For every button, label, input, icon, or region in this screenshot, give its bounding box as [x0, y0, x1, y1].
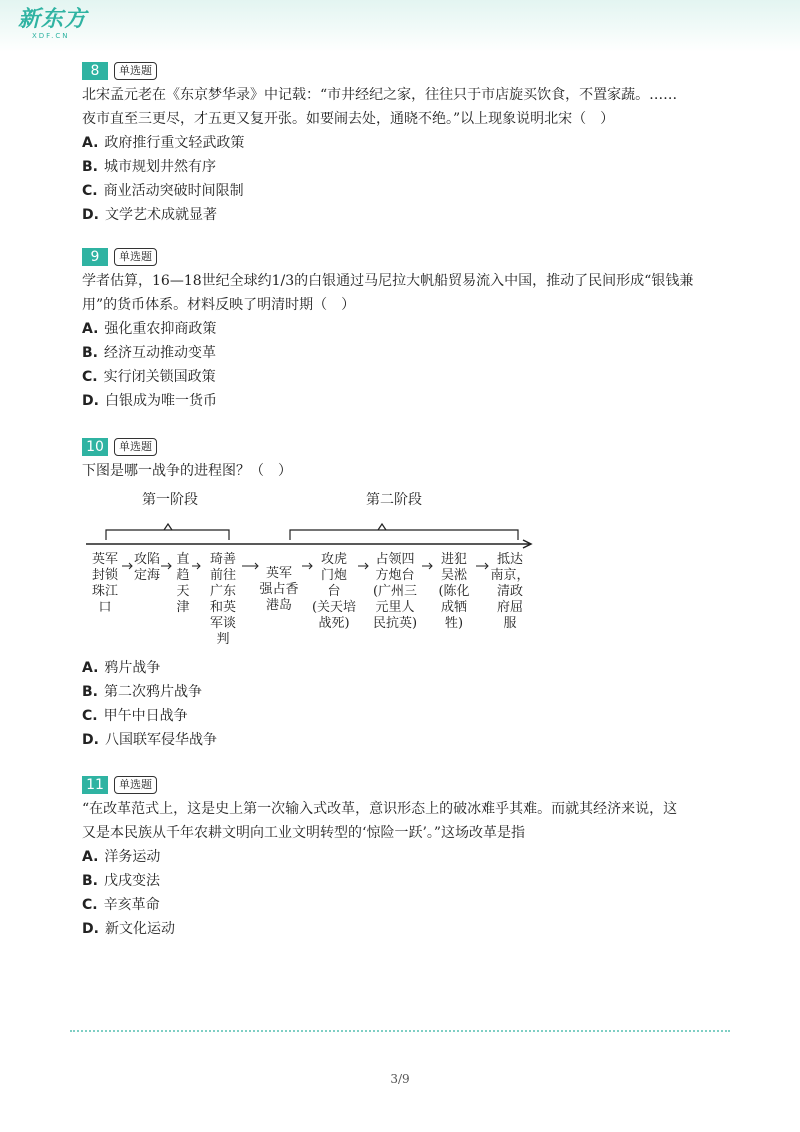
option-d[interactable]: D. 八国联军侵华战争 — [82, 732, 217, 748]
stage-2-label: 第二阶段 — [366, 492, 422, 508]
event-9: 抵达 南京， 清政 府屈 服 — [490, 552, 530, 631]
stem-line: “在改革范式上，这是史上第一次输入式改革，意识形态上的破冰难乎其难。而就其经济来说，这 — [82, 801, 678, 817]
brand-name: 新东方 — [18, 7, 88, 32]
event-3: 直 趋 天 津 — [176, 552, 190, 615]
page-number: 3/9 — [390, 1072, 410, 1086]
stem-line: 用”的货币体系。材料反映了明清时期（ ） — [82, 297, 356, 313]
footer-divider — [70, 1030, 730, 1032]
event-1: 英军 封锁 珠江 口 — [91, 552, 118, 615]
event-8: 进犯 吴淞 (陈化 成牺 牲) — [438, 552, 470, 631]
option-c[interactable]: C. 实行闭关锁国政策 — [82, 369, 216, 385]
question-stem — [82, 269, 702, 317]
question-number: 8 — [82, 62, 108, 80]
question-number: 11 — [82, 776, 108, 794]
option-d[interactable]: D. 新文化运动 — [82, 921, 175, 937]
question-type-badge: 单选题 — [114, 438, 157, 456]
stage-1-label: 第一阶段 — [142, 492, 198, 508]
stem-line: 北宋孟元老在《东京梦华录》中记载：“市井经纪之家，往往只于市店旋买饮食，不置家蔬。…… — [82, 87, 678, 103]
question-number: 10 — [82, 438, 108, 456]
stem-line: 夜市直至三更尽，才五更又复开张。如要闹去处，通晓不绝。”以上现象说明北宋（ ） — [82, 111, 615, 127]
event-5: 英军 强占香 港岛 — [259, 566, 299, 613]
question-type-badge: 单选题 — [114, 62, 157, 80]
option-d[interactable]: D. 白银成为唯一货币 — [82, 393, 217, 409]
question-type-badge: 单选题 — [114, 248, 157, 266]
event-6: 攻虎 门炮 台 (关天培 战死) — [311, 552, 357, 631]
option-a[interactable]: A. 鸦片战争 — [82, 660, 161, 676]
question-10 — [82, 436, 702, 483]
question-stem — [82, 459, 702, 483]
event-7: 占领四 方炮台 (广州三 元里人 民抗英) — [372, 552, 418, 631]
question-stem — [82, 83, 702, 131]
header-band — [0, 0, 800, 52]
question-type-badge: 单选题 — [114, 776, 157, 794]
stem-line: 又是本民族从千年农耕文明向工业文明转型的‘惊险一跃’。”这场改革是指 — [82, 825, 526, 841]
option-b[interactable]: B. 城市规划井然有序 — [82, 159, 216, 175]
option-b[interactable]: B. 戊戌变法 — [82, 873, 160, 889]
question-10-options — [82, 656, 702, 752]
question-8 — [82, 60, 702, 227]
option-b[interactable]: B. 第二次鸦片战争 — [82, 684, 202, 700]
option-c[interactable]: C. 商业活动突破时间限制 — [82, 183, 244, 199]
event-2: 攻陷 定海 — [133, 552, 160, 583]
option-d[interactable]: D. 文学艺术成就显著 — [82, 207, 217, 223]
question-stem — [82, 797, 702, 845]
question-number: 9 — [82, 248, 108, 266]
event-4: 琦善 前往 广东 和英 军谈 判 — [209, 552, 236, 647]
option-a[interactable]: A. 强化重农抑商政策 — [82, 321, 217, 337]
option-b[interactable]: B. 经济互动推动变革 — [82, 345, 216, 361]
question-9 — [82, 246, 702, 413]
question-11 — [82, 774, 702, 941]
brand-logo — [18, 8, 87, 40]
option-c[interactable]: C. 辛亥革命 — [82, 897, 160, 913]
option-c[interactable]: C. 甲午中日战争 — [82, 708, 188, 724]
war-progress-diagram — [86, 486, 536, 654]
stem-line: 学者估算，16—18世纪全球约1/3的白银通过马尼拉大帆船贸易流入中国，推动了民间形成“银钱兼 — [82, 273, 694, 289]
stem-line: 下图是哪一战争的进程图？（ ） — [82, 463, 292, 479]
brand-sub: XDF.CN — [32, 32, 70, 40]
option-a[interactable]: A. 洋务运动 — [82, 849, 161, 865]
option-a[interactable]: A. 政府推行重文轻武政策 — [82, 135, 245, 151]
